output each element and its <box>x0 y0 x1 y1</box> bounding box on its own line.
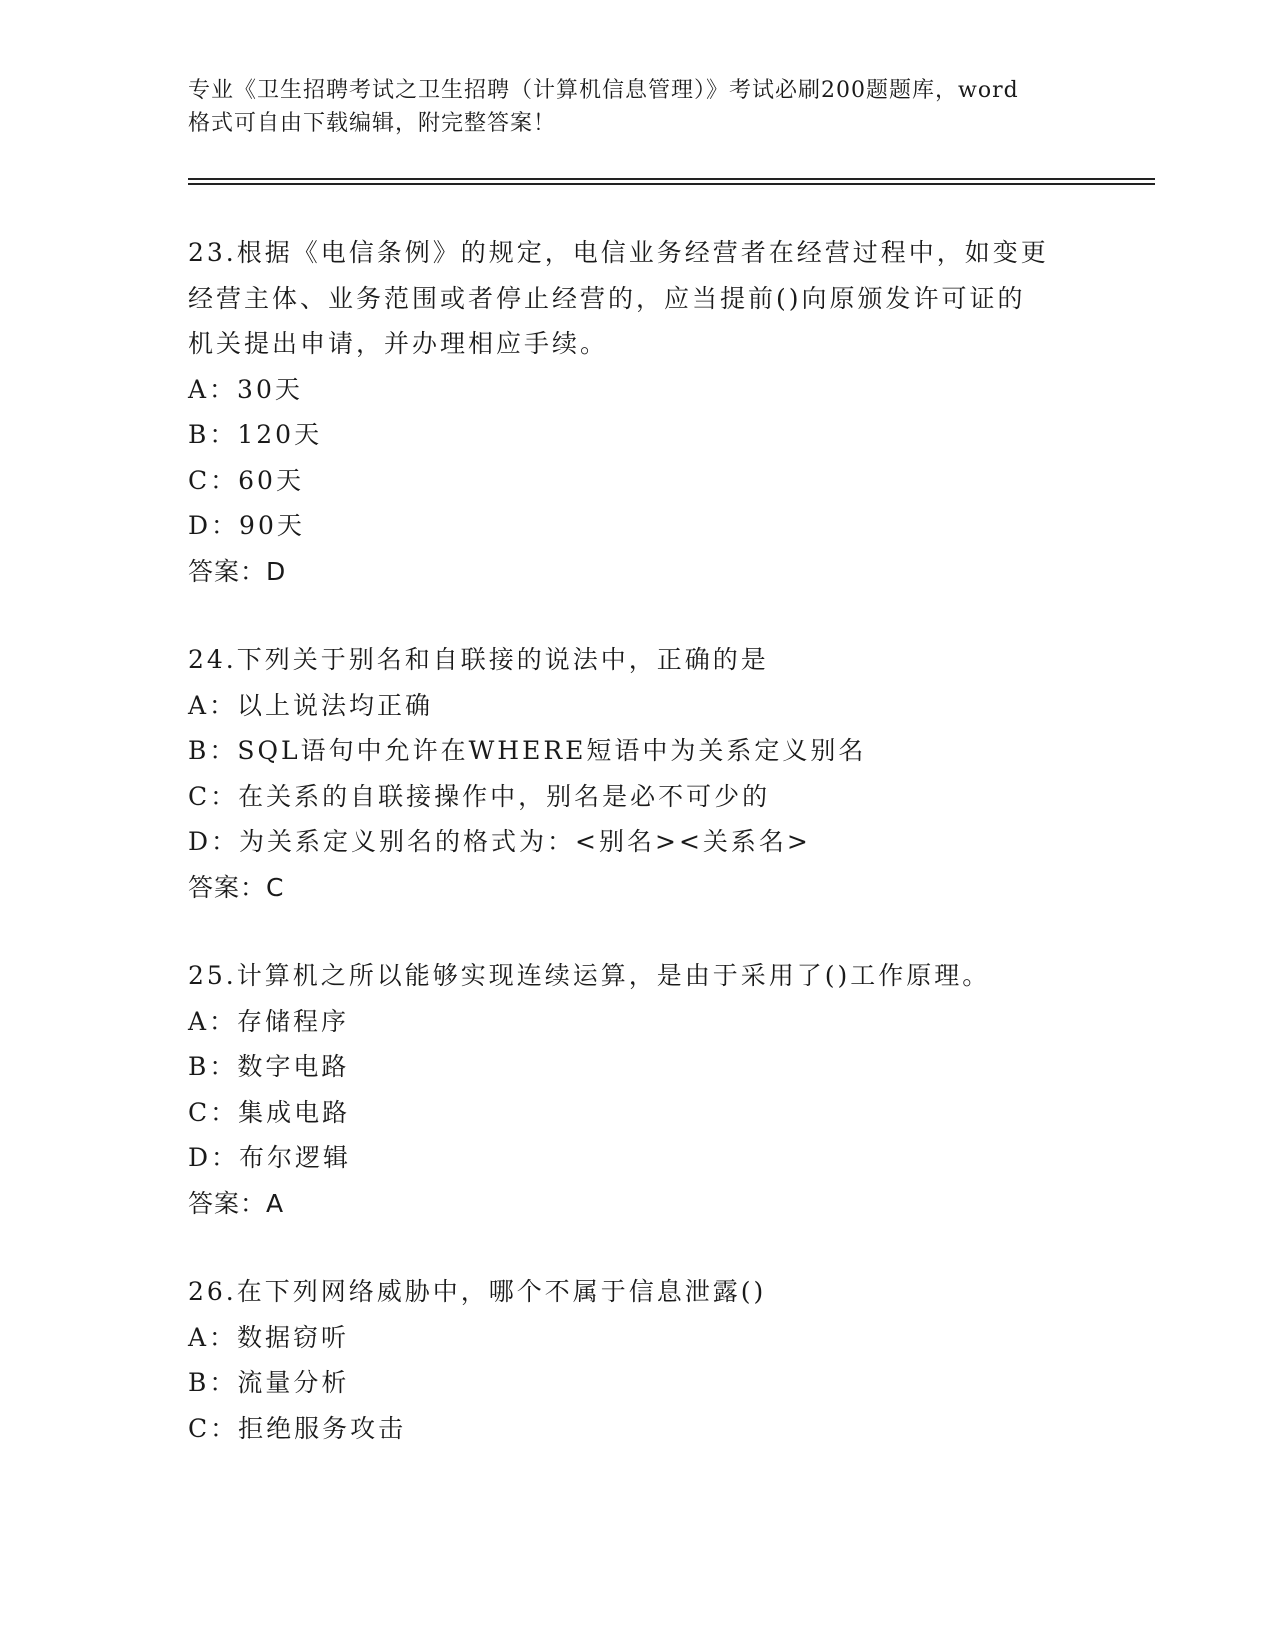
option-a: A：数据窃听 <box>188 1322 350 1352</box>
option-c: C：集成电路 <box>188 1097 351 1127</box>
question-stem: 经营主体、业务范围或者停止经营的，应当提前()向原颁发许可证的 <box>188 283 1026 313</box>
option-c: C：60天 <box>188 465 304 495</box>
option-d: D：为关系定义别名的格式为：<别名><关系名> <box>188 827 811 856</box>
option-a: A：以上说法均正确 <box>188 690 434 720</box>
question-26 <box>188 1269 1088 1451</box>
question-stem: 23.根据《电信条例》的规定，电信业务经营者在经营过程中，如变更 <box>188 238 1049 267</box>
header-title-line-1: 专业《卫生招聘考试之卫生招聘（计算机信息管理）》考试必刷200题题库，word <box>188 78 1019 103</box>
option-d: D：布尔逻辑 <box>188 1143 352 1172</box>
option-b: B：SQL语句中允许在WHERE短语中为关系定义别名 <box>188 736 867 765</box>
option-b: B：数字电路 <box>188 1052 350 1081</box>
header-divider <box>188 178 1155 185</box>
option-d: D：90天 <box>188 511 305 540</box>
page-header <box>188 74 1088 140</box>
question-24 <box>188 637 1088 910</box>
answer-line: 答案：A <box>188 1188 285 1218</box>
option-a: A：存储程序 <box>188 1006 350 1036</box>
question-23 <box>188 230 1088 594</box>
answer-line: 答案：C <box>188 872 285 902</box>
question-list <box>188 230 1088 1494</box>
option-c: C：拒绝服务攻击 <box>188 1413 407 1443</box>
question-stem: 机关提出申请，并办理相应手续。 <box>188 329 609 358</box>
option-c: C：在关系的自联接操作中，别名是必不可少的 <box>188 781 771 811</box>
option-a: A：30天 <box>188 374 303 404</box>
header-title-line-2: 格式可自由下载编辑，附完整答案！ <box>188 111 557 136</box>
question-25 <box>188 953 1088 1226</box>
option-b: B：流量分析 <box>188 1368 350 1397</box>
question-stem: 26.在下列网络威胁中，哪个不属于信息泄露() <box>188 1277 767 1306</box>
option-b: B：120天 <box>188 420 323 449</box>
question-stem: 24.下列关于别名和自联接的说法中，正确的是 <box>188 645 769 674</box>
answer-line: 答案：D <box>188 556 287 586</box>
question-stem: 25.计算机之所以能够实现连续运算，是由于采用了()工作原理。 <box>188 961 991 990</box>
